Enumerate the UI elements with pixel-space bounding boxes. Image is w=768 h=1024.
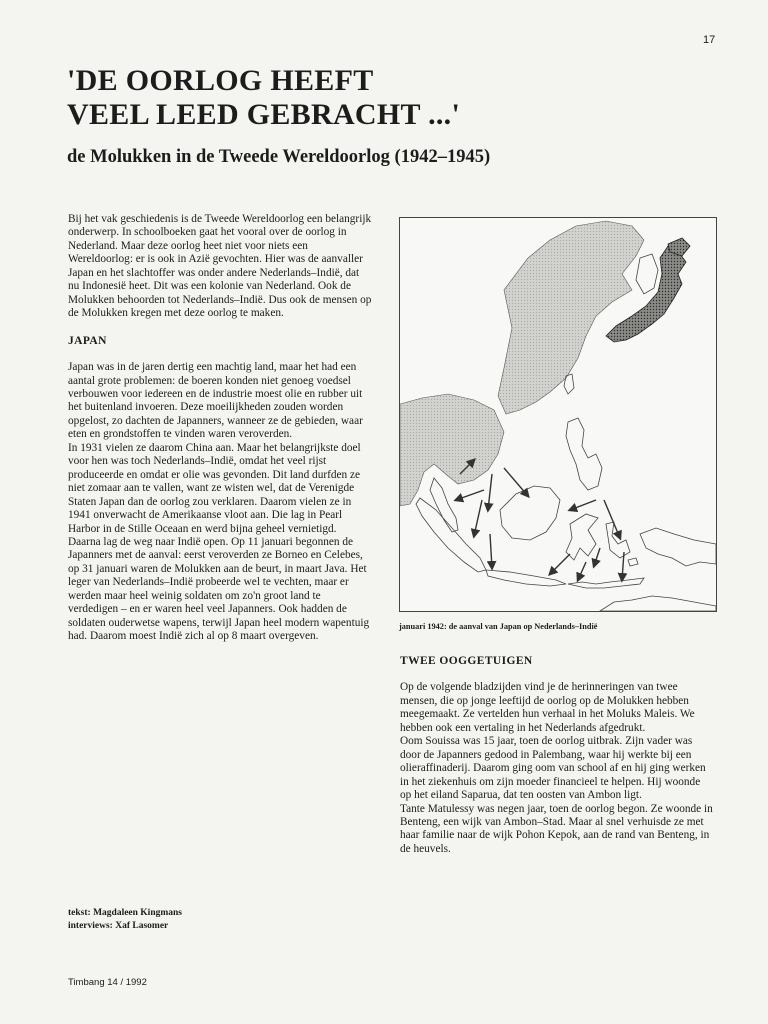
attack-arrow <box>474 500 482 536</box>
ambon-island <box>628 558 638 566</box>
australia-coast <box>600 596 716 611</box>
java-island <box>486 570 566 586</box>
page-number: 17 <box>703 34 716 46</box>
page-title <box>67 64 460 132</box>
indochina-outline <box>400 394 504 506</box>
attack-arrow <box>490 534 492 568</box>
right-column <box>400 655 714 856</box>
sulawesi-island <box>566 514 598 560</box>
credit-interviews: interviews: Xaf Lasomer <box>68 921 169 931</box>
attack-arrows <box>456 460 624 580</box>
title-line-2: VEEL LEED GEBRACHT ...' <box>67 98 461 131</box>
attack-arrow <box>456 490 484 500</box>
attack-map <box>399 217 717 612</box>
eyewitness-heading: TWEE OOGGETUIGEN <box>400 655 533 667</box>
attack-arrow <box>578 562 586 580</box>
korea-peninsula <box>636 254 658 294</box>
attack-arrow <box>488 474 492 510</box>
philippines-islands <box>566 418 602 490</box>
borneo-island <box>500 486 560 540</box>
taiwan-island <box>564 374 574 394</box>
attack-arrow <box>594 548 600 566</box>
page-footer: Timbang 14 / 1992 <box>68 977 147 988</box>
credit-text: tekst: Magdaleen Kingmans <box>68 908 182 918</box>
attack-arrow <box>550 554 570 574</box>
eyewitness-paragraph-3: Tante Matulessy was negen jaar, toen de oorlog begon. Ze woonde in Benteng, een wijk van Ambon–Stad. Maar al snel verhuisde ze met haar familie naar de wijk Pohon Kepok, aan de rand van Benteng, in de heuvels. <box>400 802 713 855</box>
lesser-sunda-islands <box>568 578 644 588</box>
credits <box>68 907 182 933</box>
map-caption: januari 1942: de aanval van Japan op Nederlands–Indië <box>399 622 598 631</box>
japan-heading: JAPAN <box>68 334 107 347</box>
map-illustration <box>400 218 716 611</box>
eyewitness-paragraph-2: Oom Souissa was 15 jaar, toen de oorlog uitbrak. Zijn vader was door de Japanners gedood in Palembang, waar hij werkte bij een olieraffinaderij. Daarom ging oom van school af en hij ging werken in het ziekenhuis om zijn moeder financieel te helpen. Hij woonde op het eiland Saparua, dat ten oosten van Ambon ligt. <box>400 735 706 802</box>
japan-paragraph-2: In 1931 vielen ze daarom China aan. Maar het belangrijkste doel voor hen was toch Nederlands–Indië, omdat het veel rijst produceerde en omdat er olie was gevonden. Dit land durfden ze niet zomaar aan te vallen, want ze wisten wel, dat de Verenigde Staten Japan dan de oorlog zou verklaren. Daarom vielen ze in 1941 onverwacht de Amerikaanse vloot aan. Die lag in Pearl Harbor in de Stille Oceaan en werd bijna geheel vernietigd. <box>68 441 361 535</box>
eyewitness-paragraph-1: Op de volgende bladzijden vind je de herinneringen van twee mensen, die op jonge leeftijd de oorlog op de Molukken hebben meegemaakt. Ze vertelden hun verhaal in het Moluks Maleis. We hebben ook een vertaling in het Nederlands afgedrukt. <box>400 681 695 734</box>
japan-paragraph-1: Japan was in de jaren dertig een machtig land, maar het had een aantal grote problemen: de boeren konden niet genoeg voedsel verbouwen voor iedereen en de industrie moest olie en rubber uit het buitenland invoeren. Deze moeilijkheden zouden worden opgelost, zo dachten de Japanners, wanneer ze de gebieden, waar eten en grondstoffen te vinden waren veroverden. <box>68 361 363 441</box>
new-guinea-island <box>640 528 716 566</box>
title-line-1: 'DE OORLOG HEEFT <box>67 64 374 97</box>
page-subtitle: de Molukken in de Tweede Wereldoorlog (1942–1945) <box>67 147 491 167</box>
japan-paragraph-3: Daarna lag de weg naar Indië open. Op 11 januari begonnen de Japanners met de aanval: eerst veroverden ze Borneo en Celebes, op 31 januari waren de Molukken aan de beurt, in maart Java. Het leger van Nederlands–Indië probeerde wel te vechten, maar er werden maar heel weinig soldaten om zo'n groot land te verdedigen – en er waren heel veel Japanners. Ook hadden de soldaten ouderwetse wapens, terwijl Japan heel modern wapentuig had. Daarom moest Indië zich al op 8 maart overgeven. <box>68 535 370 643</box>
attack-arrow <box>570 500 596 510</box>
malay-peninsula <box>430 478 458 532</box>
attack-arrow <box>504 468 528 496</box>
attack-arrow <box>604 500 620 538</box>
left-column <box>68 213 372 644</box>
occupied-china-region <box>498 221 644 414</box>
intro-paragraph: Bij het vak geschiedenis is de Tweede Wereldoorlog een belangrijk onderwerp. In schoolboeken gaat het vooral over de oorlog in Nederland. Maar deze oorlog heet niet voor niets een Wereldoorlog: er is ook in Azië gevochten. Hier was de aanvaller Japan en het slachtoffer was onder andere Nederlands–Indië, dat nu Indonesië heet. Dit was een kolonie van Nederland. Ook de Molukken behoorden tot Nederlands–Indië. Dus ook de mensen op de Molukken kregen met deze oorlog te maken. <box>68 213 372 320</box>
moluccas-islands <box>606 522 630 558</box>
